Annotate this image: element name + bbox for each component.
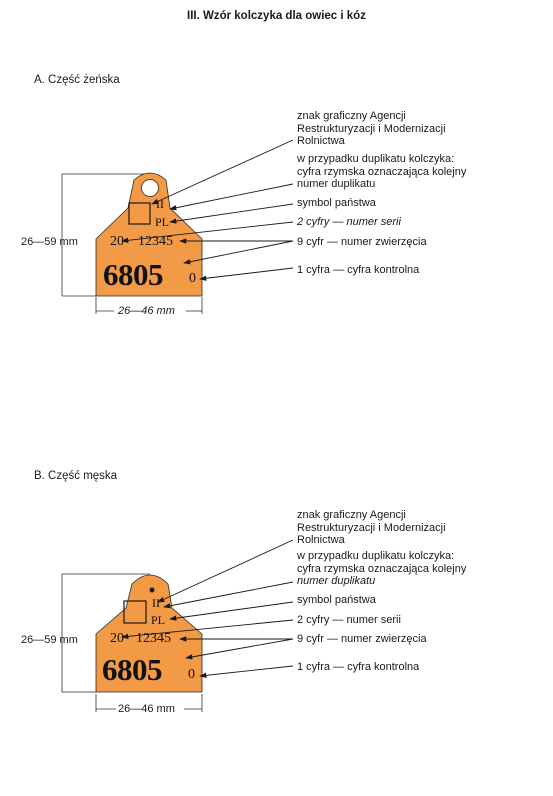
tag-country-code: PL xyxy=(155,215,170,229)
label-country: symbol państwa xyxy=(297,197,376,209)
tag-series-number: 20 xyxy=(110,631,124,646)
label-series: 2 cyfry — numer serii xyxy=(297,216,401,228)
tag-animal-number: 12345 xyxy=(138,234,173,249)
tag-series-number: 20 xyxy=(110,234,124,249)
label-check: 1 cyfra — cyfra kontrolna xyxy=(297,661,420,673)
tag-check-digit: 0 xyxy=(188,667,195,682)
tag-roman-numeral: II xyxy=(152,596,160,610)
section-a-heading: A. Część żeńska xyxy=(34,74,120,86)
label-check: 1 cyfra — cyfra kontrolna xyxy=(297,264,420,276)
label-animal: 9 cyfr — numer zwierzęcia xyxy=(297,236,427,248)
tag-drawing-female xyxy=(0,108,553,398)
width-label: 26—46 mm xyxy=(118,703,175,715)
label-agency: znak graficzny Agencji Restrukturyzacji i Modernizacji Rolnictwa xyxy=(297,509,446,546)
tag-hole xyxy=(142,180,159,197)
tag-big-number: 6805 xyxy=(103,257,163,292)
section-a-diagram xyxy=(0,108,553,398)
label-country: symbol państwa xyxy=(297,594,376,606)
height-label: 26—59 mm xyxy=(21,236,78,248)
label-animal: 9 cyfr — numer zwierzęcia xyxy=(297,633,427,645)
height-label: 26—59 mm xyxy=(21,634,78,646)
tag-drawing-male xyxy=(0,506,553,796)
page-title: III. Wzór kolczyka dla owiec i kóz xyxy=(187,10,366,22)
tag-check-digit: 0 xyxy=(189,271,196,286)
label-agency: znak graficzny Agencji Restrukturyzacji i Modernizacji Rolnictwa xyxy=(297,110,446,147)
tag-big-number: 6805 xyxy=(102,652,162,687)
section-b-diagram xyxy=(0,506,553,796)
section-b-heading: B. Część męska xyxy=(34,470,118,482)
label-series: 2 cyfry — numer serii xyxy=(297,614,401,626)
tag-animal-number: 12345 xyxy=(136,631,171,646)
tag-roman-numeral: II xyxy=(156,197,164,211)
label-duplicate: w przypadku duplikatu kolczyka: cyfra rzymska oznaczająca kolejny numer duplikatu xyxy=(297,550,467,587)
width-label: 26—46 mm xyxy=(118,305,175,317)
tag-country-code: PL xyxy=(151,613,166,627)
label-duplicate: w przypadku duplikatu kolczyka: cyfra rzymska oznaczająca kolejny numer duplikatu xyxy=(297,153,467,190)
tag-dot xyxy=(150,588,155,593)
